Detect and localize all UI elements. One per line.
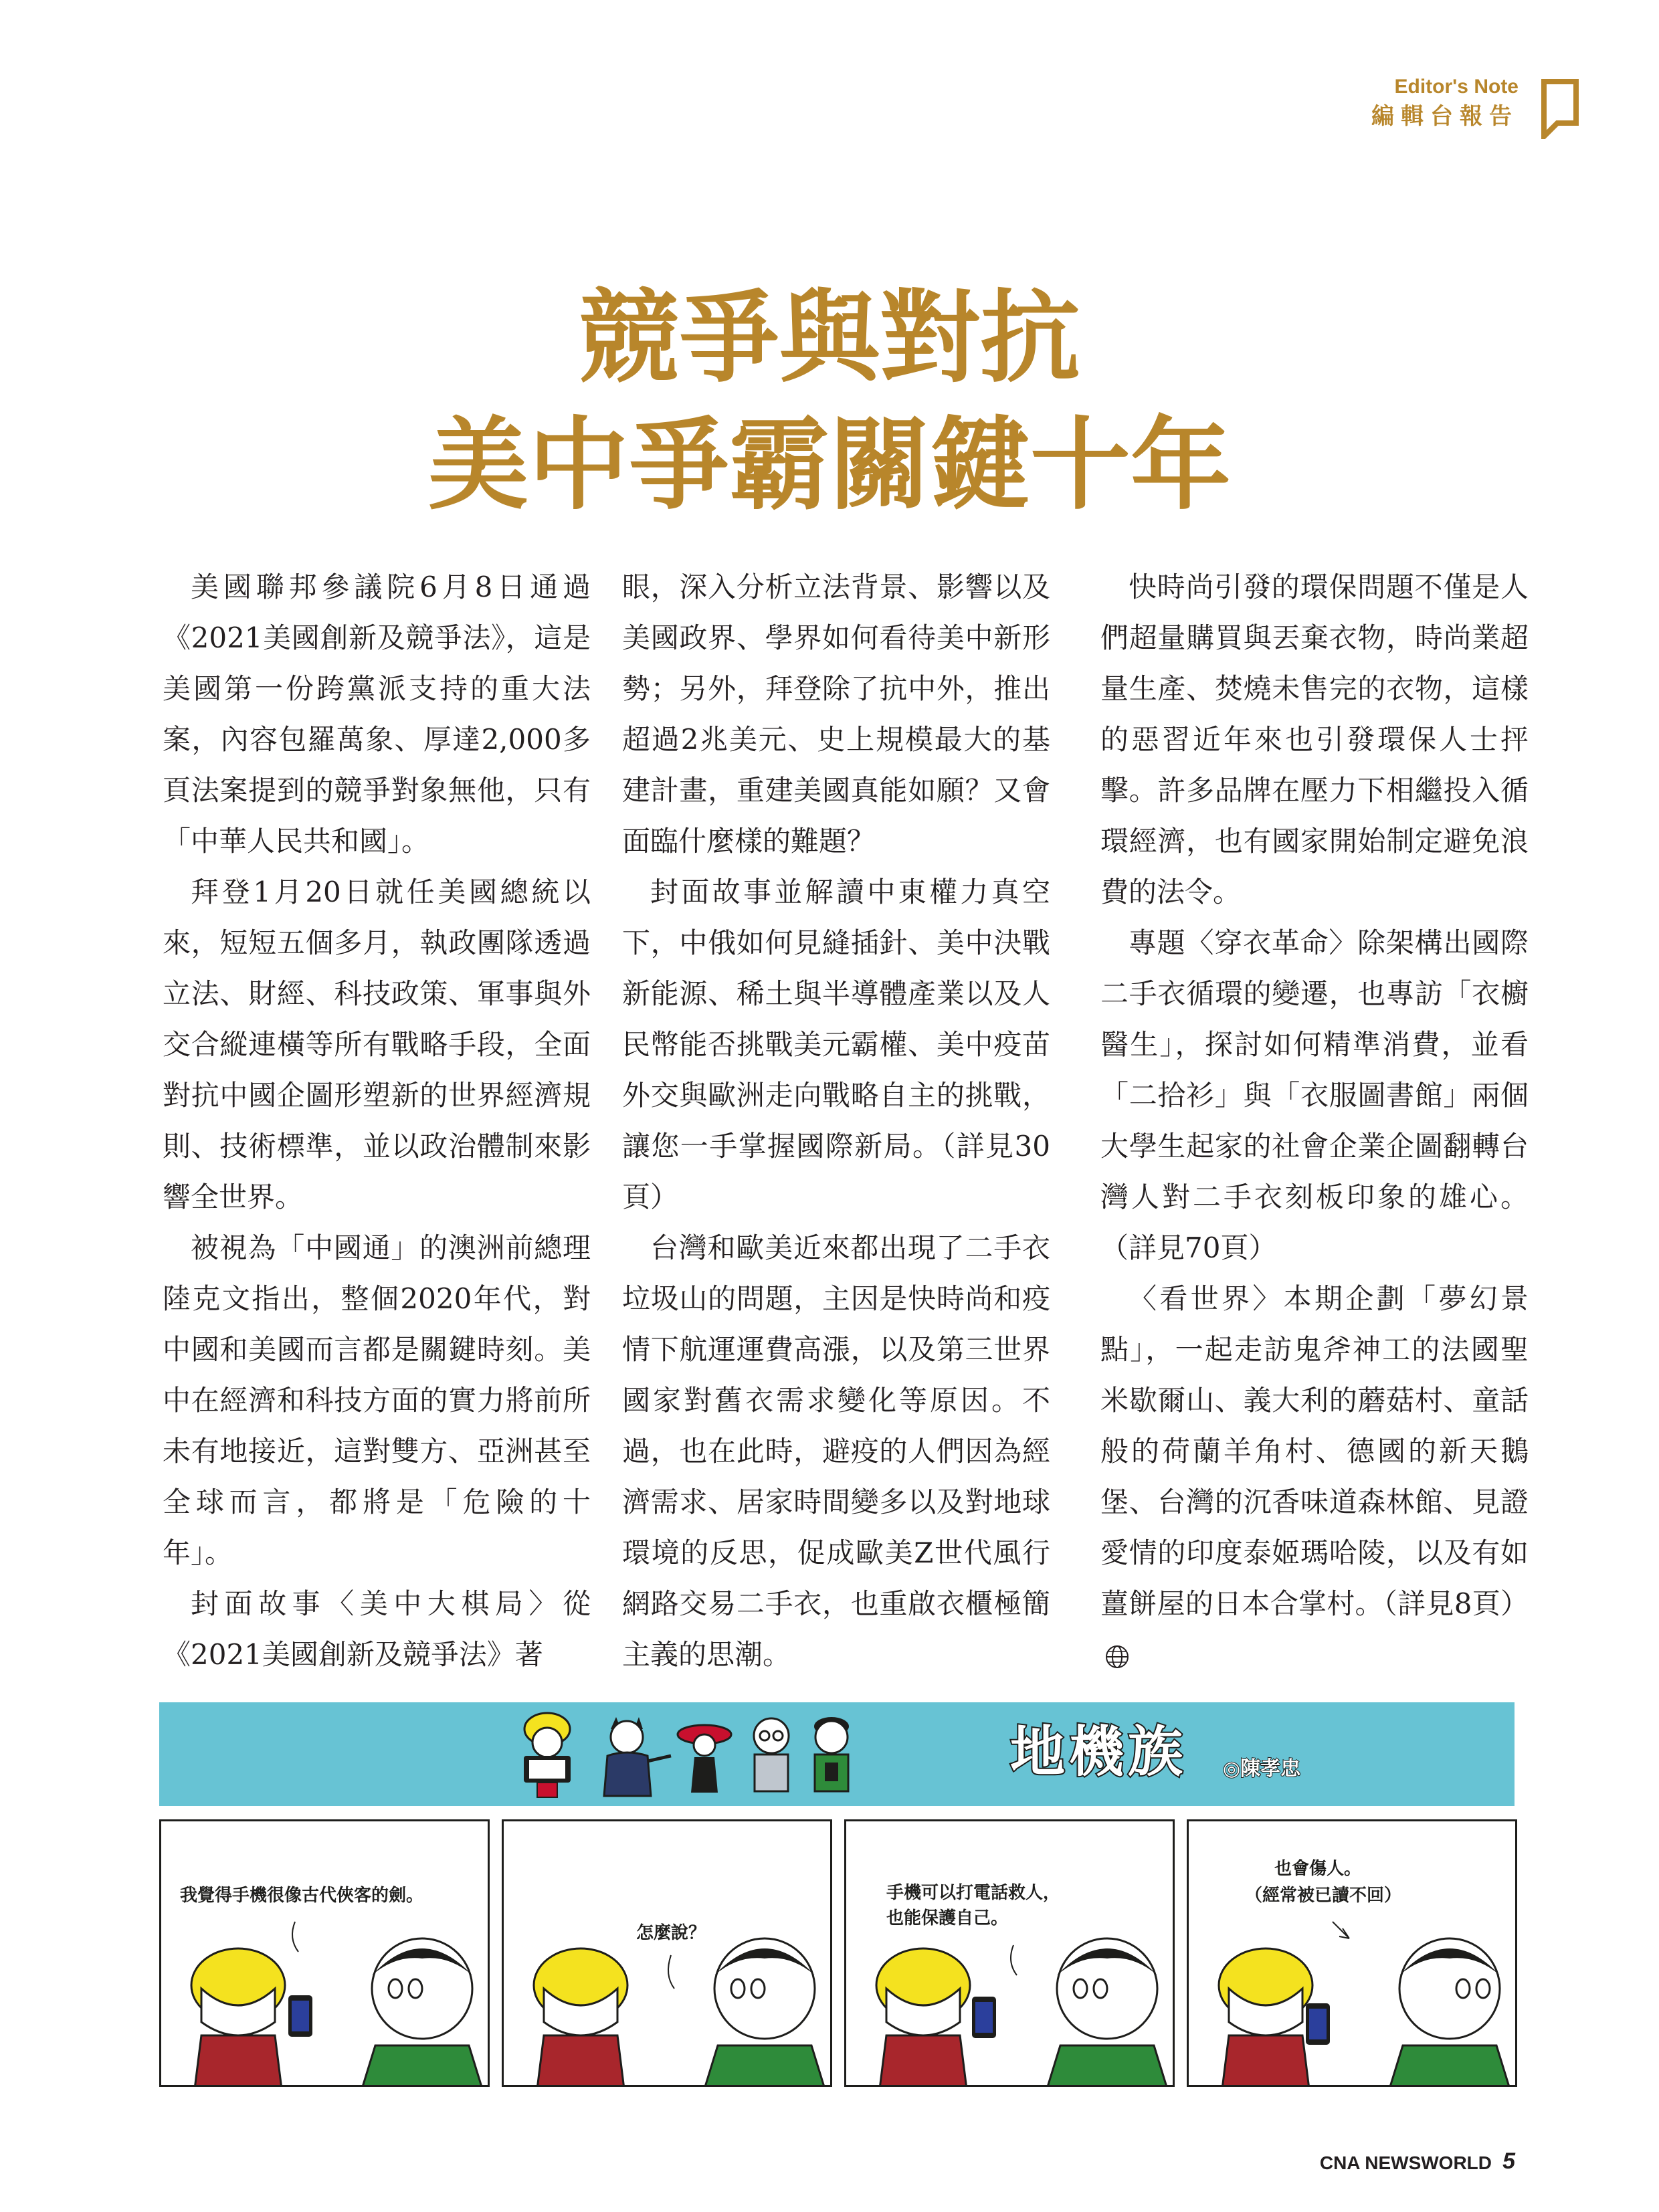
comic-characters-illustration	[510, 1709, 992, 1803]
headline-line-2: 美中爭霸關鍵十年	[427, 406, 1231, 524]
panel-1-illustration	[161, 1821, 490, 2087]
comic-panel-4	[1187, 1819, 1517, 2087]
speech-text: 也能保護自己。	[886, 1908, 1009, 1928]
paragraph: 眼，深入分析立法背景、影響以及美國政界、學界如何看待美中新形勢；另外，拜登除了抗中外，推出超過2兆美元、史上規模最大的基建計畫，重建美國真能如願？又會面臨什麼樣的難題？	[622, 571, 1050, 858]
panel-3-illustration	[846, 1821, 1175, 2087]
comic-credit: ◎陳孝忠	[1223, 1757, 1301, 1781]
speech-bubble-icon	[1541, 79, 1579, 139]
page-number: 5	[1502, 2148, 1515, 2174]
body-column-3	[1100, 562, 1529, 1680]
speech-text: 手機可以打電話救人，	[886, 1883, 1061, 1903]
headline-line-1: 競爭與對抗	[578, 279, 1080, 397]
globe-icon	[1104, 1644, 1130, 1670]
paragraph: 專題〈穿衣革命〉除架構出國際二手衣循環的變遷，也專訪「衣櫥醫生」，探討如何精準消費，並看「二拾衫」與「衣服圖書館」兩個大學生起家的社會企業企圖翻轉台灣人對二手衣刻板印象的雄心。（詳見70頁）	[1100, 926, 1529, 1264]
comic-panel-3	[844, 1819, 1175, 2087]
comic-title: 地機族	[1010, 1720, 1187, 1784]
speech-text: 怎麼說？	[636, 1923, 706, 1943]
paragraph: 台灣和歐美近來都出現了二手衣垃圾山的問題，主因是快時尚和疫情下航運運費高漲，以及第三世界國家對舊衣需求變化等原因。不過，也在此時，避疫的人們因為經濟需求、居家時間變多以及對地球環境的反思，促成歐美Z世代風行網路交易二手衣，也重啟衣櫃極簡主義的思潮。	[622, 1231, 1050, 1671]
paragraph: 被視為「中國通」的澳洲前總理陸克文指出，整個2020年代，對中國和美國而言都是關鍵時刻。美中在經濟和科技方面的實力將前所未有地接近，這對雙方、亞洲甚至全球而言，都將是「危險的十年」。	[163, 1231, 591, 1569]
comic-banner	[159, 1702, 1515, 1806]
paragraph-text: 〈看世界〉本期企劃「夢幻景點」，一起走訪鬼斧神工的法國聖米歇爾山、義大利的蘑菇村、童話般的荷蘭羊角村、德國的新天鵝堡、台灣的沉香味道森林館、見證愛情的印度泰姬瑪哈陵，以及有如薑餅屋的日本合掌村。（詳見8頁）	[1100, 1282, 1529, 1620]
panel-4-illustration	[1189, 1821, 1517, 2087]
section-label-en: Editor's Note	[1394, 76, 1519, 98]
paragraph: 拜登1月20日就任美國總統以來，短短五個多月，執政團隊透過立法、財經、科技政策、軍事與外交合縱連橫等所有戰略手段，全面對抗中國企圖形塑新的世界經濟規則、技術標準，並以政治體制來影響全世界。	[163, 876, 591, 1213]
paragraph: 美國聯邦參議院6月8日通過《2021美國創新及競爭法》，這是美國第一份跨黨派支持的重大法案，內容包羅萬象、厚達2,000多頁法案提到的競爭對象無他，只有「中華人民共和國」。	[163, 571, 591, 858]
section-label	[1251, 75, 1519, 131]
speech-text: （經常被已讀不回）	[1245, 1886, 1402, 1906]
body-column-2	[622, 562, 1050, 1680]
paragraph: 封面故事〈美中大棋局〉從《2021美國創新及競爭法》著	[163, 1587, 591, 1671]
speech-text: 也會傷人。	[1274, 1859, 1362, 1879]
section-label-zh: 編輯台報告	[1371, 103, 1519, 130]
paragraph-last	[1100, 1274, 1529, 1680]
body-column-1	[163, 562, 591, 1680]
speech-text: 我覺得手機很像古代俠客的劍。	[180, 1886, 424, 1906]
publication-name: CNA NEWSWORLD	[1319, 2152, 1492, 2173]
panel-2-illustration	[504, 1821, 832, 2087]
paragraph: 快時尚引發的環保問題不僅是人們超量購買與丟棄衣物，時尚業超量生產、焚燒未售完的衣物，這樣的惡習近年來也引發環保人士抨擊。許多品牌在壓力下相繼投入循環經濟，也有國家開始制定避免浪費的法令。	[1100, 571, 1529, 908]
paragraph: 封面故事並解讀中東權力真空下，中俄如何見縫插針、美中決戰新能源、稀土與半導體產業以及人民幣能否挑戰美元霸權、美中疫苗外交與歐洲走向戰略自主的挑戰，讓您一手掌握國際新局。（詳見30頁）	[622, 876, 1050, 1213]
comic-panel-1	[159, 1819, 490, 2087]
comic-panel-2	[502, 1819, 832, 2087]
